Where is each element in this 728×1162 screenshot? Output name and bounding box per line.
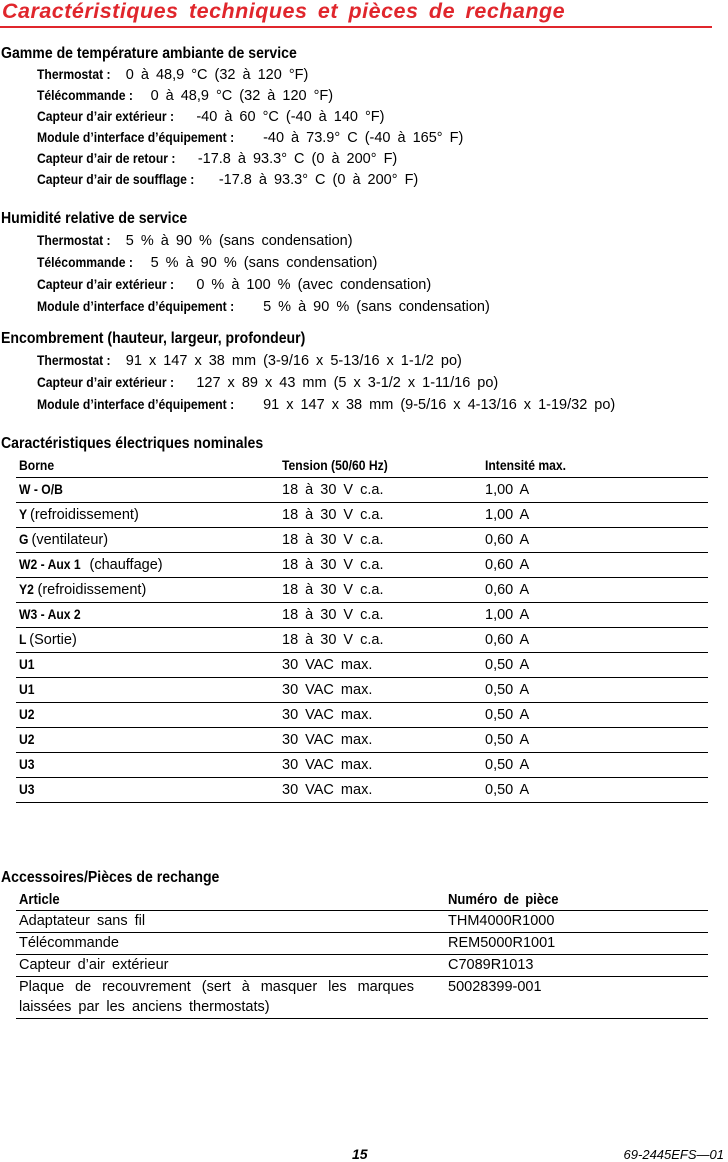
part-number-cell: REM5000R1001 xyxy=(448,935,556,951)
terminal-name: Y2 xyxy=(19,582,34,597)
spec-row xyxy=(37,395,615,415)
voltage-cell: 18 à 30 V c.a. xyxy=(282,532,384,548)
item-cell: Adaptateur sans fil xyxy=(19,913,146,929)
table-row xyxy=(16,678,708,703)
terminal-cell xyxy=(19,703,36,727)
spec-value: 0 à 48,9 °C (32 à 120 °F) xyxy=(125,67,309,83)
voltage-cell: 18 à 30 V c.a. xyxy=(282,607,384,623)
terminal-cell xyxy=(19,778,36,802)
table-row xyxy=(16,653,708,678)
current-cell: 1,00 A xyxy=(485,607,530,623)
terminal-name: L xyxy=(19,632,27,647)
terminal-name: Y xyxy=(19,507,28,522)
table-row xyxy=(16,478,708,503)
spec-row xyxy=(37,128,463,148)
table-row xyxy=(16,553,708,578)
part-number-cell: C7089R1013 xyxy=(448,957,534,973)
spec-value: 5 % à 90 % (sans condensation) xyxy=(263,299,490,315)
column-header: Tension (50/60 Hz) xyxy=(282,458,388,473)
table-row xyxy=(16,778,708,803)
terminal-cell xyxy=(19,653,36,677)
spec-label: Capteur d’air de soufflage : xyxy=(37,172,195,187)
spec-label: Capteur d’air extérieur : xyxy=(37,277,175,292)
humidity-heading: Humidité relative de service xyxy=(1,210,188,227)
item-cell: Capteur d’air extérieur xyxy=(19,957,169,973)
terminal-name: U3 xyxy=(19,757,35,772)
electrical-table-header xyxy=(16,455,708,478)
temperature-heading: Gamme de température ambiante de service xyxy=(1,45,297,62)
spec-value: 91 x 147 x 38 mm (9-5/16 x 4-13/16 x 1-19/32 po) xyxy=(263,397,616,413)
terminal-note: (ventilateur) xyxy=(31,532,109,548)
terminal-name: U3 xyxy=(19,782,35,797)
table-row xyxy=(16,728,708,753)
spec-value: 5 % à 90 % (sans condensation) xyxy=(125,233,353,249)
table-row xyxy=(16,578,708,603)
terminal-cell xyxy=(19,628,77,652)
voltage-cell: 18 à 30 V c.a. xyxy=(282,507,384,523)
part-number-cell: 50028399-001 xyxy=(448,979,542,995)
part-number-cell: THM4000R1000 xyxy=(448,913,555,929)
spec-row xyxy=(37,86,333,106)
title-rule xyxy=(0,26,712,28)
table-row xyxy=(16,911,708,933)
current-cell: 0,50 A xyxy=(485,732,530,748)
spec-value: 0 % à 100 % (avec condensation) xyxy=(196,277,432,293)
electrical-heading: Caractéristiques électriques nominales xyxy=(1,435,264,452)
terminal-note: (Sortie) xyxy=(29,632,77,648)
spec-label: Module d’interface d’équipement : xyxy=(37,299,235,314)
spec-label: Thermostat : xyxy=(37,233,111,248)
voltage-cell: 18 à 30 V c.a. xyxy=(282,582,384,598)
table-row xyxy=(16,703,708,728)
terminal-name: U1 xyxy=(19,657,35,672)
spec-row xyxy=(37,351,462,371)
terminal-note: (chauffage) xyxy=(89,557,163,573)
spec-label: Thermostat : xyxy=(37,67,111,82)
spec-label: Module d’interface d’équipement : xyxy=(37,130,235,145)
terminal-name: G xyxy=(19,532,29,547)
terminal-name: W2 - Aux 1 xyxy=(19,557,81,572)
current-cell: 0,60 A xyxy=(485,532,530,548)
voltage-cell: 18 à 30 V c.a. xyxy=(282,632,384,648)
table-row xyxy=(16,603,708,628)
terminal-name: W3 - Aux 2 xyxy=(19,607,81,622)
item-cell: Plaque de recouvrement (sert à masquer les marques laissées par les anciens thermostats) xyxy=(19,979,414,1015)
current-cell: 1,00 A xyxy=(485,507,530,523)
terminal-cell xyxy=(19,553,163,577)
spec-row xyxy=(37,275,431,295)
terminal-cell xyxy=(19,528,108,552)
terminal-cell xyxy=(19,728,36,752)
voltage-cell: 30 VAC max. xyxy=(282,707,373,723)
spec-label: Capteur d’air extérieur : xyxy=(37,375,175,390)
current-cell: 0,50 A xyxy=(485,782,530,798)
terminal-cell xyxy=(19,753,36,777)
column-header: Borne xyxy=(19,458,55,473)
voltage-cell: 30 VAC max. xyxy=(282,757,373,773)
accessories-heading: Accessoires/Pièces de rechange xyxy=(1,869,220,886)
voltage-cell: 18 à 30 V c.a. xyxy=(282,482,384,498)
accessories-table-header xyxy=(16,890,708,911)
current-cell: 0,50 A xyxy=(485,682,530,698)
document-code: 69-2445EFS—01 xyxy=(623,1147,724,1162)
terminal-note: (refroidissement) xyxy=(37,582,147,598)
current-cell: 1,00 A xyxy=(485,482,530,498)
column-header: Numéro de pièce xyxy=(448,892,559,908)
table-row xyxy=(16,528,708,553)
voltage-cell: 30 VAC max. xyxy=(282,657,373,673)
terminal-cell xyxy=(19,678,36,702)
spec-value: 0 à 48,9 °C (32 à 120 °F) xyxy=(150,88,334,104)
terminal-cell xyxy=(19,478,68,502)
spec-value: -40 à 60 °C (-40 à 140 °F) xyxy=(196,109,385,125)
terminal-name: W - O/B xyxy=(19,482,63,497)
terminal-name: U2 xyxy=(19,707,35,722)
table-row xyxy=(16,955,708,977)
spec-value: -17.8 à 93.3° C (0 à 200° F) xyxy=(197,151,398,167)
spec-value: 5 % à 90 % (sans condensation) xyxy=(150,255,378,271)
terminal-name: U2 xyxy=(19,732,35,747)
terminal-name: U1 xyxy=(19,682,35,697)
column-header: Article xyxy=(19,892,60,908)
spec-label: Capteur d’air extérieur : xyxy=(37,109,175,124)
current-cell: 0,50 A xyxy=(485,657,530,673)
terminal-cell xyxy=(19,603,88,627)
voltage-cell: 30 VAC max. xyxy=(282,682,373,698)
spec-label: Télécommande : xyxy=(37,88,133,103)
current-cell: 0,60 A xyxy=(485,582,530,598)
spec-row xyxy=(37,65,308,85)
current-cell: 0,60 A xyxy=(485,557,530,573)
terminal-note: (refroidissement) xyxy=(30,507,139,523)
spec-label: Module d’interface d’équipement : xyxy=(37,397,235,412)
page-title: Caractéristiques techniques et pièces de rechange xyxy=(2,0,566,23)
spec-row xyxy=(37,149,397,169)
table-row xyxy=(16,628,708,653)
table-row xyxy=(16,753,708,778)
spec-label: Capteur d’air de retour : xyxy=(37,151,176,166)
spec-value: -40 à 73.9° C (-40 à 165° F) xyxy=(263,130,464,146)
spec-row xyxy=(37,231,353,251)
current-cell: 0,50 A xyxy=(485,757,530,773)
spec-row xyxy=(37,297,490,317)
column-header: Intensité max. xyxy=(485,458,567,473)
page-number: 15 xyxy=(352,1146,368,1162)
table-row xyxy=(16,977,708,1019)
current-cell: 0,50 A xyxy=(485,707,530,723)
spec-label: Télécommande : xyxy=(37,255,133,270)
table-row xyxy=(16,933,708,955)
spec-row xyxy=(37,107,384,127)
spec-row xyxy=(37,253,377,273)
voltage-cell: 30 VAC max. xyxy=(282,782,373,798)
table-row xyxy=(16,503,708,528)
terminal-cell xyxy=(19,578,146,602)
spec-value: -17.8 à 93.3° C (0 à 200° F) xyxy=(218,172,419,188)
voltage-cell: 18 à 30 V c.a. xyxy=(282,557,384,573)
spec-value: 127 x 89 x 43 mm (5 x 3-1/2 x 1-11/16 po) xyxy=(196,375,499,391)
item-cell: Télécommande xyxy=(19,935,119,951)
voltage-cell: 30 VAC max. xyxy=(282,732,373,748)
spec-value: 91 x 147 x 38 mm (3-9/16 x 5-13/16 x 1-1/2 po) xyxy=(125,353,462,369)
current-cell: 0,60 A xyxy=(485,632,530,648)
spec-label: Thermostat : xyxy=(37,353,111,368)
spec-row xyxy=(37,373,498,393)
dimensions-heading: Encombrement (hauteur, largeur, profondeur) xyxy=(1,330,306,347)
spec-row xyxy=(37,170,418,190)
terminal-cell xyxy=(19,503,139,527)
